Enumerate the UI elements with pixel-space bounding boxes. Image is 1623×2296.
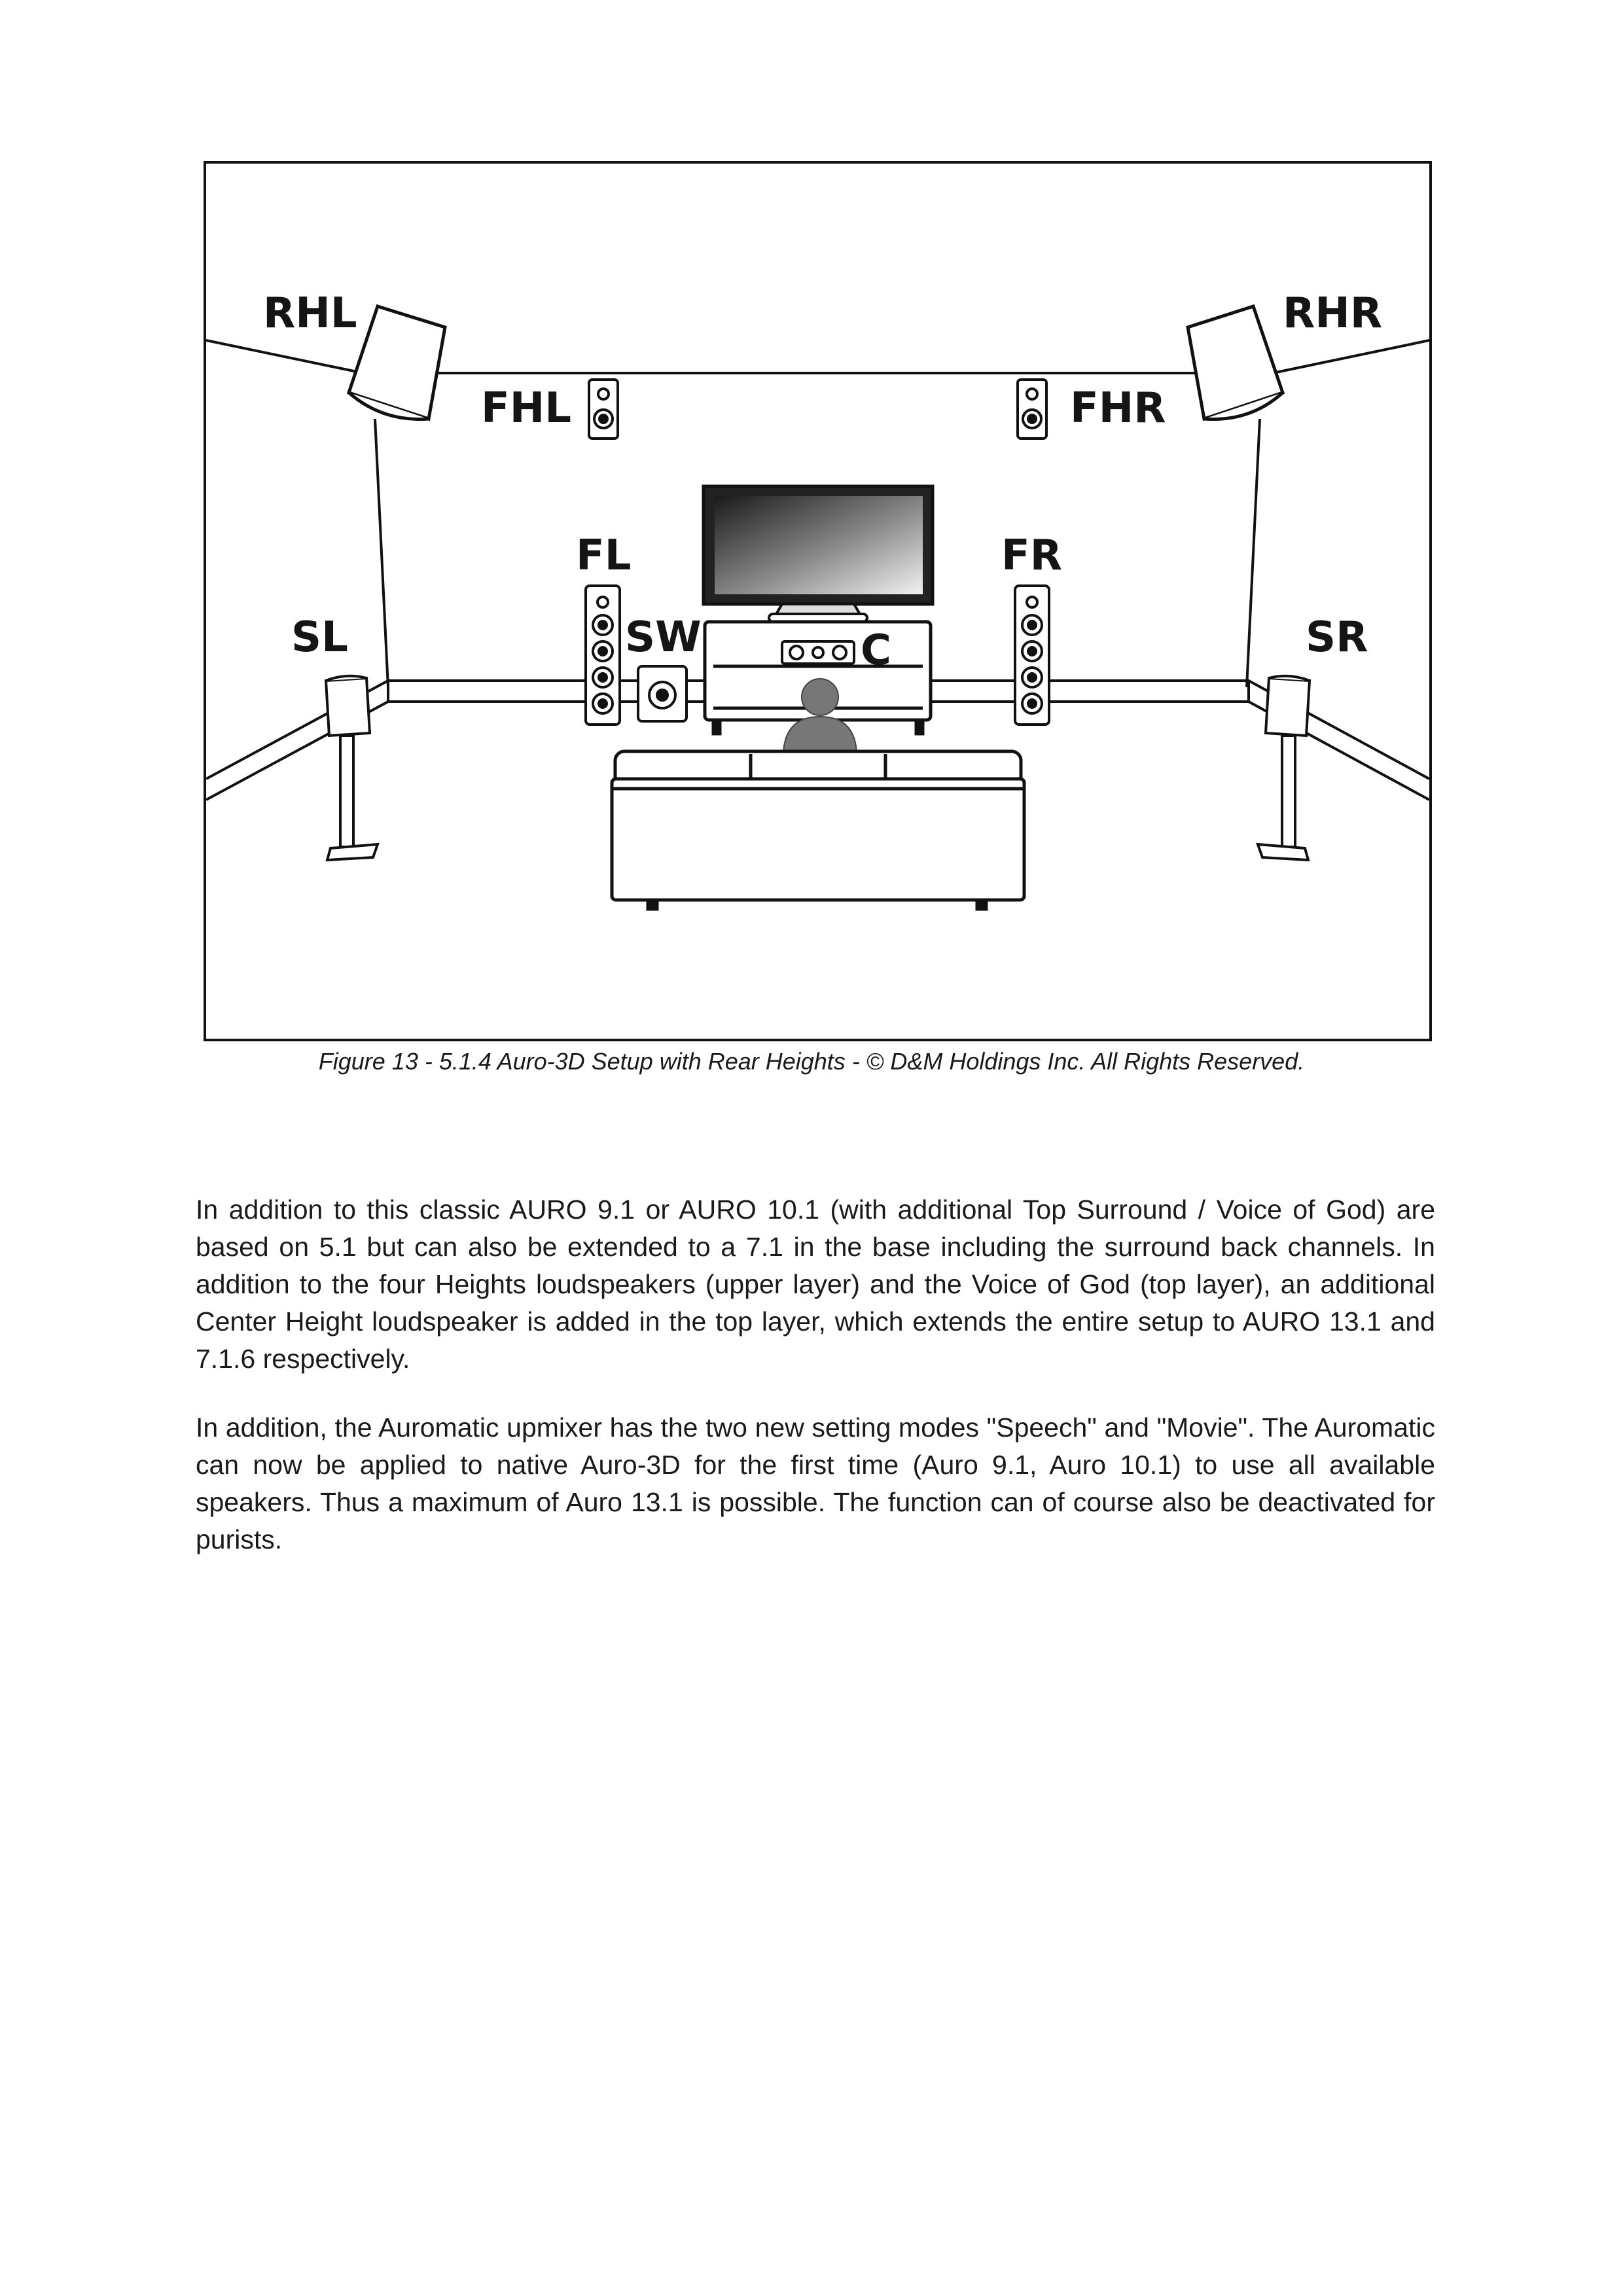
sw-label: SW <box>625 613 702 662</box>
sl-speaker-icon <box>326 676 378 860</box>
fhr-speaker-icon <box>1018 380 1046 439</box>
tv-icon <box>704 486 933 622</box>
sl-label: SL <box>291 613 348 662</box>
fhl-speaker-icon <box>589 380 618 439</box>
sw-speaker-icon <box>638 666 687 721</box>
fhl-label: FHL <box>481 384 572 433</box>
room-diagram <box>206 164 1429 1039</box>
c-label: C <box>861 626 891 675</box>
c-speaker-icon <box>782 641 854 664</box>
sr-label: SR <box>1306 613 1368 662</box>
rhl-label: RHL <box>263 289 357 338</box>
rhr-label: RHR <box>1283 289 1383 338</box>
fr-speaker-icon <box>1015 586 1049 725</box>
body-paragraph: In addition to this classic AURO 9.1 or AURO 10.1 (with additional Top Surround / Voice of God) are based on 5.1 but can also be extended to a 7.1 in the base including the surround back channels. In addition to the four Heights loudspeakers (upper layer) and the Voice of God (top layer), an additional Center Height loudspeaker is added in the top layer, which extends the entire setup to AURO 13.1 and 7.1.6 respectively. <box>196 1194 1435 1374</box>
sofa-icon <box>612 751 1024 909</box>
sr-speaker-icon <box>1258 676 1310 860</box>
rhl-speaker-icon <box>349 306 445 420</box>
body-paragraph: In addition, the Auromatic upmixer has the two new setting modes "Speech" and "Movie". The Auromatic can now be applied to native Auro-3D for the first time (Auro 9.1, Auro 10.1) to use all available speakers. Thus a maximum of Auro 13.1 is possible. The function can of course also be deactivated for purists. <box>196 1412 1435 1554</box>
fl-label: FL <box>576 531 632 580</box>
speaker-setup-figure <box>204 161 1432 1041</box>
rhr-speaker-icon <box>1188 306 1283 420</box>
fr-label: FR <box>1001 531 1062 580</box>
fl-speaker-icon <box>586 586 620 725</box>
figure-caption: Figure 13 - 5.1.4 Auro-3D Setup with Rear Heights - © D&M Holdings Inc. All Rights Reserved. <box>318 1048 1305 1075</box>
fhr-label: FHR <box>1070 384 1166 433</box>
